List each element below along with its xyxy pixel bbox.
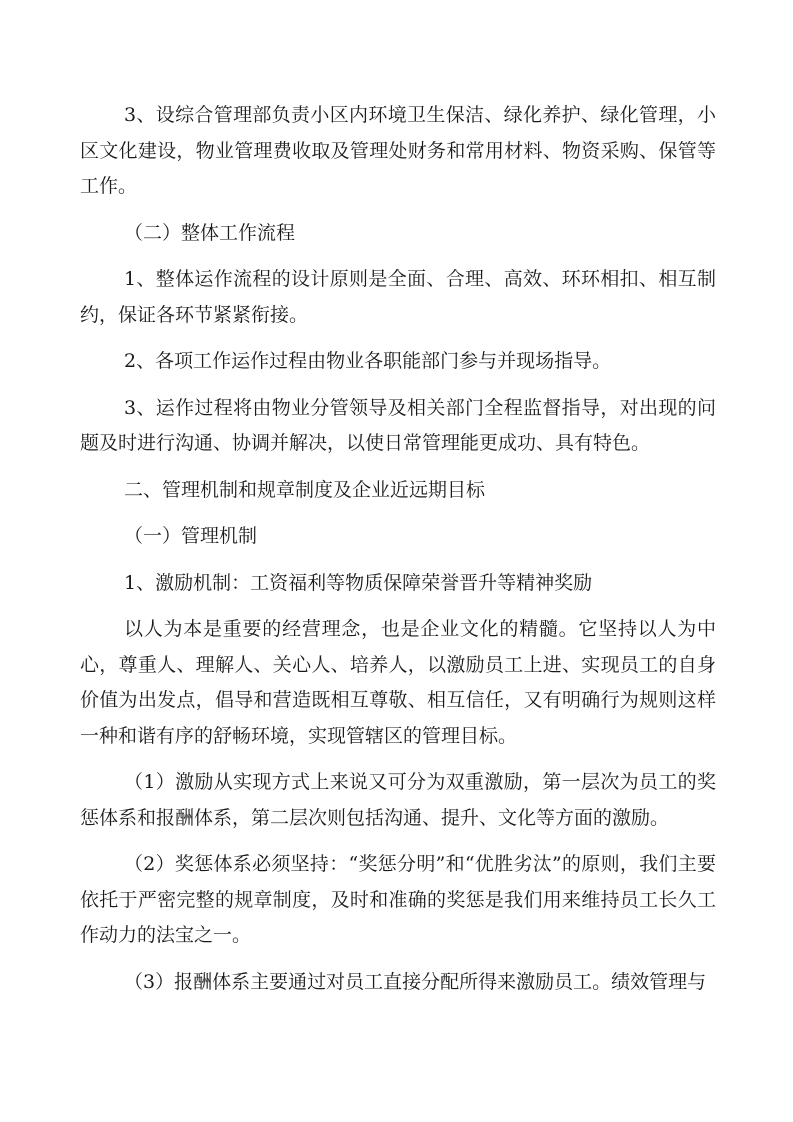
paragraph-workflow-departments: 2、各项工作运作过程由物业各职能部门参与并现场指导。 <box>124 350 612 372</box>
heading-management-mechanism-section: 二、管理机制和规章制度及企业近远期目标 <box>124 478 486 501</box>
paragraph-reward-punishment: （2）奖惩体系必须坚持：“奖惩分明”和“优胜劣汰”的原则，我们主要依托于严密完整的规章制度，及时和准确的奖惩是我们用来维持员工长久工作动力的法宝之一。 <box>80 853 716 946</box>
paragraph-comprehensive-dept: 3、设综合管理部负责小区内环境卫生保洁、绿化养护、绿化管理，小区文化建设，物业管理费收取及管理处财务和常用材料、物资采购、保管等工作。 <box>80 104 716 197</box>
document-page <box>80 98 716 1000</box>
paragraph-dual-incentive: （1）激励从实现方式上来说又可分为双重激励，第一层次为员工的奖惩体系和报酬体系，第二层次则包括沟通、提升、文化等方面的激励。 <box>80 771 716 829</box>
heading-management-mechanism: （一）管理机制 <box>124 525 258 547</box>
paragraph-compensation-system: （3）报酬体系主要通过对员工直接分配所得来激励员工。绩效管理与 <box>124 970 707 993</box>
paragraph-workflow-principle: 1、整体运作流程的设计原则是全面、合理、高效、环环相扣、相互制约，保证各环节紧紧衔接。 <box>80 268 716 326</box>
heading-overall-workflow: （二）整体工作流程 <box>124 221 296 244</box>
paragraph-people-oriented: 以人为本是重要的经营理念，也是企业文化的精髓。它坚持以人为中心，尊重人、理解人、关心人、培养人，以激励员工上进、实现员工的自身价值为出发点，倡导和营造既相互尊敬、相互信任，又有明确行为规则这样一种和谐有序的舒畅环境，实现管辖区的管理目标。 <box>80 618 716 747</box>
paragraph-workflow-supervision: 3、运作过程将由物业分管领导及相关部门全程监督指导，对出现的问题及时进行沟通、协调并解决，以使日常管理能更成功、具有特色。 <box>80 396 716 454</box>
heading-incentive-mechanism: 1、激励机制：工资福利等物质保障荣誉晋升等精神奖励 <box>124 571 593 594</box>
